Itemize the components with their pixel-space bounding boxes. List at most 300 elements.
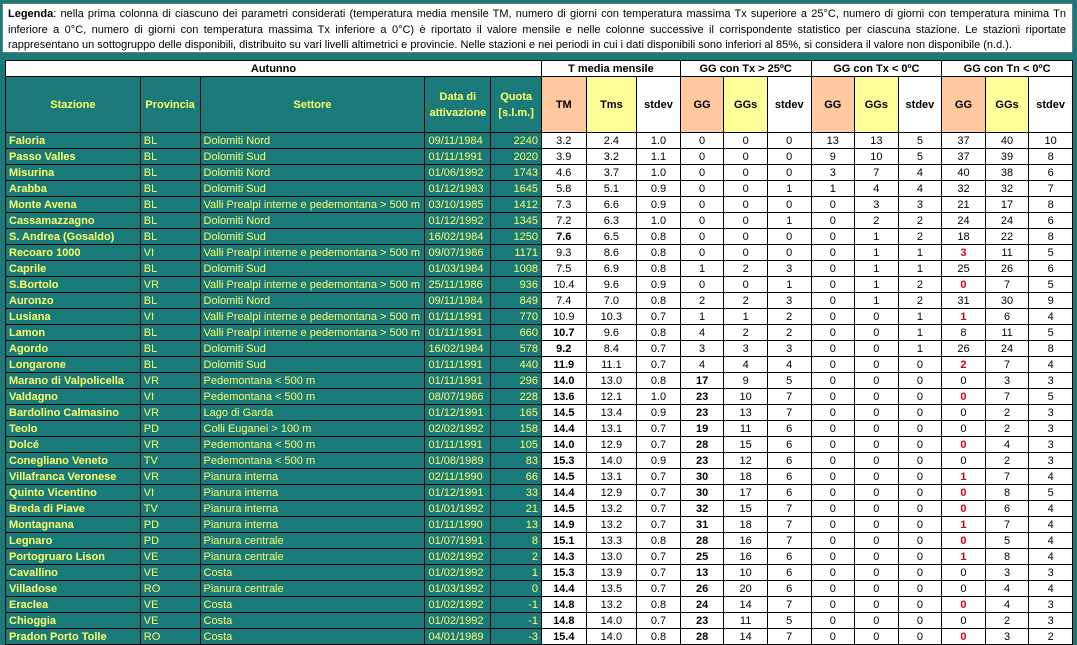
- tx0-ggs-value: 0: [855, 533, 899, 549]
- tx25-ggs-value: 12: [724, 453, 768, 469]
- tn0-gg-value: 37: [942, 133, 986, 149]
- station-name: Passo Valles: [6, 149, 141, 165]
- col-header-tx25-stdev: stdev: [767, 77, 811, 133]
- tms-value: 6.3: [586, 213, 637, 229]
- tn0-stdev-value: 8: [1029, 149, 1073, 165]
- tn0-stdev-value: 4: [1029, 309, 1073, 325]
- tms-value: 12.9: [586, 437, 637, 453]
- col-header-tn0-stdev: stdev: [1029, 77, 1073, 133]
- tx0-stdev-value: 5: [898, 133, 942, 149]
- table-row: [6, 613, 1073, 629]
- table-row: [6, 357, 1073, 373]
- tn0-ggs-value: 5: [985, 533, 1029, 549]
- tn0-gg-value: 26: [942, 341, 986, 357]
- tx0-stdev-value: 1: [898, 341, 942, 357]
- climate-table: [5, 60, 1073, 645]
- tx0-gg-value: 0: [811, 309, 855, 325]
- tx25-gg-value: 26: [680, 581, 724, 597]
- province: RO: [140, 581, 200, 597]
- table-row: [6, 565, 1073, 581]
- tn0-stdev-value: 3: [1029, 421, 1073, 437]
- quota: 1171: [491, 245, 542, 261]
- tx25-stdev-value: 6: [767, 421, 811, 437]
- tx0-ggs-value: 0: [855, 325, 899, 341]
- tn0-gg-value: 25: [942, 261, 986, 277]
- province: VR: [140, 405, 200, 421]
- tms-value: 7.0: [586, 293, 637, 309]
- sector: Dolomiti Sud: [200, 357, 425, 373]
- tn0-gg-value: 1: [942, 309, 986, 325]
- tn0-gg-value: 0: [942, 453, 986, 469]
- tx0-gg-value: 0: [811, 341, 855, 357]
- tn0-stdev-value: 4: [1029, 581, 1073, 597]
- tx0-stdev-value: 0: [898, 501, 942, 517]
- quota: 1: [491, 565, 542, 581]
- province: VE: [140, 613, 200, 629]
- activation-date: 01/06/1992: [425, 165, 491, 181]
- province: VI: [140, 309, 200, 325]
- quota: -1: [491, 597, 542, 613]
- tn0-gg-value: 0: [942, 597, 986, 613]
- tm-stdev-value: 0.7: [637, 485, 681, 501]
- station-name: Auronzo: [6, 293, 141, 309]
- tx25-gg-value: 32: [680, 501, 724, 517]
- tn0-stdev-value: 4: [1029, 469, 1073, 485]
- col-header-sector: Settore: [200, 77, 425, 133]
- tn0-ggs-value: 4: [985, 597, 1029, 613]
- province: BL: [140, 181, 200, 197]
- activation-date: 08/07/1986: [425, 389, 491, 405]
- tx25-gg-value: 0: [680, 133, 724, 149]
- tx25-ggs-value: 11: [724, 613, 768, 629]
- tn0-ggs-value: 7: [985, 357, 1029, 373]
- tx0-ggs-value: 0: [855, 613, 899, 629]
- sector: Costa: [200, 629, 425, 645]
- tn0-stdev-value: 4: [1029, 549, 1073, 565]
- tx25-ggs-value: 4: [724, 357, 768, 373]
- table-row: [6, 549, 1073, 565]
- tx0-gg-value: 0: [811, 245, 855, 261]
- tx25-stdev-value: 7: [767, 389, 811, 405]
- activation-date: 01/02/1992: [425, 597, 491, 613]
- sector: Valli Prealpi interne e pedemontana > 500 m: [200, 309, 425, 325]
- tn0-stdev-value: 8: [1029, 229, 1073, 245]
- tx25-stdev-value: 0: [767, 245, 811, 261]
- tx25-stdev-value: 7: [767, 405, 811, 421]
- tx0-ggs-value: 13: [855, 133, 899, 149]
- tx0-gg-value: 0: [811, 501, 855, 517]
- tx25-gg-value: 23: [680, 453, 724, 469]
- tn0-ggs-value: 8: [985, 549, 1029, 565]
- sector: Dolomiti Sud: [200, 261, 425, 277]
- tms-value: 12.9: [586, 485, 637, 501]
- tx0-gg-value: 0: [811, 533, 855, 549]
- station-name: Chioggia: [6, 613, 141, 629]
- tm-value: 7.3: [541, 197, 586, 213]
- tn0-ggs-value: 2: [985, 421, 1029, 437]
- table-row: [6, 165, 1073, 181]
- tn0-gg-value: 2: [942, 357, 986, 373]
- sector: Valli Prealpi interne e pedemontana > 500 m: [200, 325, 425, 341]
- tx25-ggs-value: 2: [724, 293, 768, 309]
- quota: 440: [491, 357, 542, 373]
- tn0-stdev-value: 2: [1029, 629, 1073, 645]
- tn0-ggs-value: 24: [985, 213, 1029, 229]
- station-name: Arabba: [6, 181, 141, 197]
- tn0-gg-value: 0: [942, 389, 986, 405]
- tx0-stdev-value: 0: [898, 581, 942, 597]
- tn0-gg-value: 21: [942, 197, 986, 213]
- tm-stdev-value: 0.7: [637, 565, 681, 581]
- station-name: Lamon: [6, 325, 141, 341]
- tx0-stdev-value: 0: [898, 613, 942, 629]
- tx0-ggs-value: 0: [855, 517, 899, 533]
- tn0-stdev-value: 3: [1029, 373, 1073, 389]
- tn0-ggs-value: 3: [985, 629, 1029, 645]
- tx25-gg-value: 0: [680, 181, 724, 197]
- tx25-stdev-value: 0: [767, 149, 811, 165]
- tms-value: 8.6: [586, 245, 637, 261]
- sector: Dolomiti Sud: [200, 149, 425, 165]
- tm-stdev-value: 0.9: [637, 405, 681, 421]
- tn0-stdev-value: 3: [1029, 597, 1073, 613]
- tx0-ggs-value: 0: [855, 421, 899, 437]
- sector: Dolomiti Sud: [200, 341, 425, 357]
- tn0-gg-value: 3: [942, 245, 986, 261]
- activation-date: 25/11/1986: [425, 277, 491, 293]
- tx0-stdev-value: 0: [898, 517, 942, 533]
- tm-value: 7.5: [541, 261, 586, 277]
- tx25-gg-value: 23: [680, 405, 724, 421]
- tx0-stdev-value: 0: [898, 373, 942, 389]
- tx0-stdev-value: 0: [898, 437, 942, 453]
- quota: 296: [491, 373, 542, 389]
- sector: Dolomiti Sud: [200, 181, 425, 197]
- tm-value: 14.4: [541, 485, 586, 501]
- station-name: Cavallino: [6, 565, 141, 581]
- tx0-ggs-value: 0: [855, 469, 899, 485]
- tx0-gg-value: 0: [811, 261, 855, 277]
- col-header-tms: Tms: [586, 77, 637, 133]
- tn0-ggs-value: 7: [985, 277, 1029, 293]
- tm-value: 14.5: [541, 469, 586, 485]
- tx0-stdev-value: 0: [898, 533, 942, 549]
- tn0-stdev-value: 4: [1029, 357, 1073, 373]
- tm-stdev-value: 0.8: [637, 261, 681, 277]
- tn0-stdev-value: 3: [1029, 565, 1073, 581]
- tx25-gg-value: 23: [680, 389, 724, 405]
- tm-value: 10.7: [541, 325, 586, 341]
- tx25-ggs-value: 15: [724, 501, 768, 517]
- quota: -3: [491, 629, 542, 645]
- tx25-gg-value: 2: [680, 293, 724, 309]
- tx0-ggs-value: 0: [855, 581, 899, 597]
- tms-value: 9.6: [586, 277, 637, 293]
- tx0-ggs-value: 7: [855, 165, 899, 181]
- table-row: [6, 581, 1073, 597]
- tms-value: 13.0: [586, 373, 637, 389]
- tx0-stdev-value: 0: [898, 549, 942, 565]
- tx25-ggs-value: 1: [724, 309, 768, 325]
- tx25-stdev-value: 7: [767, 533, 811, 549]
- activation-date: 09/07/1986: [425, 245, 491, 261]
- sector: Pedemontana < 500 m: [200, 373, 425, 389]
- station-name: Caprile: [6, 261, 141, 277]
- quota: 0: [491, 581, 542, 597]
- tx25-ggs-value: 18: [724, 517, 768, 533]
- table-row: [6, 405, 1073, 421]
- quota: 13: [491, 517, 542, 533]
- tms-value: 5.1: [586, 181, 637, 197]
- tms-value: 13.5: [586, 581, 637, 597]
- tx0-gg-value: 0: [811, 421, 855, 437]
- province: VI: [140, 245, 200, 261]
- station-name: Lusiana: [6, 309, 141, 325]
- province: RO: [140, 629, 200, 645]
- tm-value: 9.2: [541, 341, 586, 357]
- activation-date: 16/02/1984: [425, 341, 491, 357]
- tms-value: 13.1: [586, 421, 637, 437]
- tx25-gg-value: 24: [680, 597, 724, 613]
- tx0-stdev-value: 2: [898, 213, 942, 229]
- sector: Valli Prealpi interne e pedemontana > 500 m: [200, 197, 425, 213]
- tm-value: 7.6: [541, 229, 586, 245]
- province: BL: [140, 165, 200, 181]
- quota: 1743: [491, 165, 542, 181]
- tx25-ggs-value: 0: [724, 277, 768, 293]
- activation-date: 01/08/1989: [425, 453, 491, 469]
- tx0-stdev-value: 0: [898, 597, 942, 613]
- tm-value: 14.5: [541, 501, 586, 517]
- tx25-gg-value: 0: [680, 245, 724, 261]
- tx25-stdev-value: 0: [767, 197, 811, 213]
- tx0-gg-value: 1: [811, 181, 855, 197]
- sector: Pianura interna: [200, 517, 425, 533]
- tms-value: 8.4: [586, 341, 637, 357]
- province: VR: [140, 373, 200, 389]
- tn0-stdev-value: 4: [1029, 501, 1073, 517]
- tm-stdev-value: 0.9: [637, 197, 681, 213]
- tx0-ggs-value: 0: [855, 597, 899, 613]
- activation-date: 01/02/1992: [425, 565, 491, 581]
- tx0-ggs-value: 2: [855, 213, 899, 229]
- tx25-stdev-value: 6: [767, 469, 811, 485]
- tm-value: 15.4: [541, 629, 586, 645]
- tms-value: 14.0: [586, 453, 637, 469]
- tm-stdev-value: 0.9: [637, 277, 681, 293]
- tx25-stdev-value: 4: [767, 357, 811, 373]
- tx0-gg-value: 0: [811, 581, 855, 597]
- tn0-gg-value: 0: [942, 565, 986, 581]
- col-header-tn0-ggs: GGs: [985, 77, 1029, 133]
- tx0-gg-value: 0: [811, 277, 855, 293]
- col-header-tx0-stdev: stdev: [898, 77, 942, 133]
- province: BL: [140, 261, 200, 277]
- tx0-gg-value: 0: [811, 197, 855, 213]
- tm-value: 4.6: [541, 165, 586, 181]
- tm-value: 15.1: [541, 533, 586, 549]
- tms-value: 6.9: [586, 261, 637, 277]
- sector: Dolomiti Nord: [200, 133, 425, 149]
- table-row: [6, 373, 1073, 389]
- table-row: [6, 229, 1073, 245]
- tn0-stdev-value: 3: [1029, 437, 1073, 453]
- table-row: [6, 469, 1073, 485]
- tx25-ggs-value: 13: [724, 405, 768, 421]
- tx25-ggs-value: 14: [724, 597, 768, 613]
- tn0-ggs-value: 30: [985, 293, 1029, 309]
- tm-stdev-value: 1.0: [637, 389, 681, 405]
- tx0-ggs-value: 1: [855, 261, 899, 277]
- tn0-stdev-value: 10: [1029, 133, 1073, 149]
- activation-date: 01/11/1991: [425, 357, 491, 373]
- quota: 1645: [491, 181, 542, 197]
- activation-date: 09/11/1984: [425, 293, 491, 309]
- station-name: S. Andrea (Gosaldo): [6, 229, 141, 245]
- sector: Pianura centrale: [200, 533, 425, 549]
- tn0-ggs-value: 11: [985, 325, 1029, 341]
- tm-stdev-value: 0.7: [637, 341, 681, 357]
- tx25-ggs-value: 17: [724, 485, 768, 501]
- tn0-gg-value: 0: [942, 421, 986, 437]
- tx25-ggs-value: 0: [724, 133, 768, 149]
- quota: 165: [491, 405, 542, 421]
- station-name: Quinto Vicentino: [6, 485, 141, 501]
- tm-value: 14.9: [541, 517, 586, 533]
- tx25-stdev-value: 1: [767, 213, 811, 229]
- tx25-stdev-value: 7: [767, 501, 811, 517]
- tn0-stdev-value: 8: [1029, 197, 1073, 213]
- tx0-stdev-value: 1: [898, 261, 942, 277]
- tx25-stdev-value: 2: [767, 309, 811, 325]
- tn0-stdev-value: 5: [1029, 245, 1073, 261]
- tn0-gg-value: 1: [942, 549, 986, 565]
- tx0-gg-value: 0: [811, 229, 855, 245]
- station-name: Misurina: [6, 165, 141, 181]
- tx25-ggs-value: 14: [724, 629, 768, 645]
- tn0-gg-value: 0: [942, 485, 986, 501]
- col-header-tx25-ggs: GGs: [724, 77, 768, 133]
- tx25-ggs-value: 2: [724, 261, 768, 277]
- tm-stdev-value: 0.8: [637, 373, 681, 389]
- quota: 660: [491, 325, 542, 341]
- tx25-stdev-value: 6: [767, 453, 811, 469]
- activation-date: 01/12/1983: [425, 181, 491, 197]
- tms-value: 3.2: [586, 149, 637, 165]
- tx0-stdev-value: 2: [898, 293, 942, 309]
- tx25-gg-value: 0: [680, 213, 724, 229]
- col-header-station: Stazione: [6, 77, 141, 133]
- tx0-stdev-value: 4: [898, 165, 942, 181]
- tx0-ggs-value: 0: [855, 549, 899, 565]
- sector: Colli Euganei > 100 m: [200, 421, 425, 437]
- tn0-ggs-value: 4: [985, 437, 1029, 453]
- quota: 158: [491, 421, 542, 437]
- activation-date: 01/03/1992: [425, 581, 491, 597]
- col-header-tn0-gg: GG: [942, 77, 986, 133]
- province: BL: [140, 149, 200, 165]
- tx25-stdev-value: 2: [767, 325, 811, 341]
- tx0-ggs-value: 3: [855, 197, 899, 213]
- tm-stdev-value: 0.7: [637, 421, 681, 437]
- tn0-stdev-value: 5: [1029, 485, 1073, 501]
- tx25-stdev-value: 0: [767, 165, 811, 181]
- station-name: Dolcé: [6, 437, 141, 453]
- province: TV: [140, 453, 200, 469]
- tx0-ggs-value: 1: [855, 293, 899, 309]
- table-row: [6, 485, 1073, 501]
- tm-stdev-value: 0.8: [637, 629, 681, 645]
- tn0-ggs-value: 22: [985, 229, 1029, 245]
- province: VE: [140, 597, 200, 613]
- province: BL: [140, 357, 200, 373]
- quota: 228: [491, 389, 542, 405]
- tx0-ggs-value: 1: [855, 277, 899, 293]
- legend-box: [2, 3, 1073, 53]
- table-row: [6, 597, 1073, 613]
- group-header-tm: T media mensile: [541, 61, 680, 77]
- tn0-gg-value: 0: [942, 533, 986, 549]
- sector: Pedemontana < 500 m: [200, 437, 425, 453]
- tn0-gg-value: 0: [942, 581, 986, 597]
- tx0-gg-value: 3: [811, 165, 855, 181]
- quota: 1008: [491, 261, 542, 277]
- quota: 8: [491, 533, 542, 549]
- tms-value: 13.0: [586, 549, 637, 565]
- tm-stdev-value: 0.7: [637, 357, 681, 373]
- quota: 33: [491, 485, 542, 501]
- tx25-ggs-value: 0: [724, 197, 768, 213]
- tx25-ggs-value: 16: [724, 549, 768, 565]
- tx25-gg-value: 0: [680, 277, 724, 293]
- activation-date: 01/03/1984: [425, 261, 491, 277]
- table-row: [6, 533, 1073, 549]
- tn0-ggs-value: 39: [985, 149, 1029, 165]
- tms-value: 10.3: [586, 309, 637, 325]
- tn0-ggs-value: 2: [985, 453, 1029, 469]
- legend-text: : nella prima colonna di ciascuno dei parametri considerati (temperatura media mensile TM, numero di giorni con temperatura massima Tx superiore a 25°C, numero di giorni con temperatura minima Tn inferiore a 0°C, numero di giorni con temperatura massima Tx inferiore a 0°C) è riportato il valore mensile e nelle colonne successive il corrispondente statistico per ciascuna stazione. Le stazioni riportate rappresentano un sottogruppo delle disponibili, distribuito su vari livelli altimetrici e provincie. Nelle stazioni e nei periodi in cui i dati disponibili sono inferiori al 85%, si considera il valore non disponibile (n.d.).: [8, 8, 1066, 51]
- tm-stdev-value: 1.0: [637, 165, 681, 181]
- tn0-ggs-value: 7: [985, 517, 1029, 533]
- tx0-ggs-value: 0: [855, 453, 899, 469]
- tx25-ggs-value: 11: [724, 421, 768, 437]
- activation-date: 02/02/1992: [425, 421, 491, 437]
- tx25-ggs-value: 0: [724, 213, 768, 229]
- col-header-province: Provincia: [140, 77, 200, 133]
- tx0-ggs-value: 0: [855, 437, 899, 453]
- col-header-tm-stdev: stdev: [637, 77, 681, 133]
- tx0-gg-value: 0: [811, 373, 855, 389]
- tm-value: 14.8: [541, 597, 586, 613]
- tx25-stdev-value: 5: [767, 373, 811, 389]
- tx25-stdev-value: 6: [767, 565, 811, 581]
- station-name: Legnaro: [6, 533, 141, 549]
- tx25-gg-value: 0: [680, 197, 724, 213]
- table-row: [6, 421, 1073, 437]
- sector: Pianura interna: [200, 501, 425, 517]
- tm-value: 14.3: [541, 549, 586, 565]
- col-header-tx0-gg: GG: [811, 77, 855, 133]
- station-name: Pradon Porto Tolle: [6, 629, 141, 645]
- quota: 1345: [491, 213, 542, 229]
- station-name: Faloria: [6, 133, 141, 149]
- tm-stdev-value: 0.8: [637, 325, 681, 341]
- table-row: [6, 517, 1073, 533]
- tms-value: 13.9: [586, 565, 637, 581]
- tn0-gg-value: 0: [942, 373, 986, 389]
- tx25-gg-value: 31: [680, 517, 724, 533]
- activation-date: 01/11/1991: [425, 309, 491, 325]
